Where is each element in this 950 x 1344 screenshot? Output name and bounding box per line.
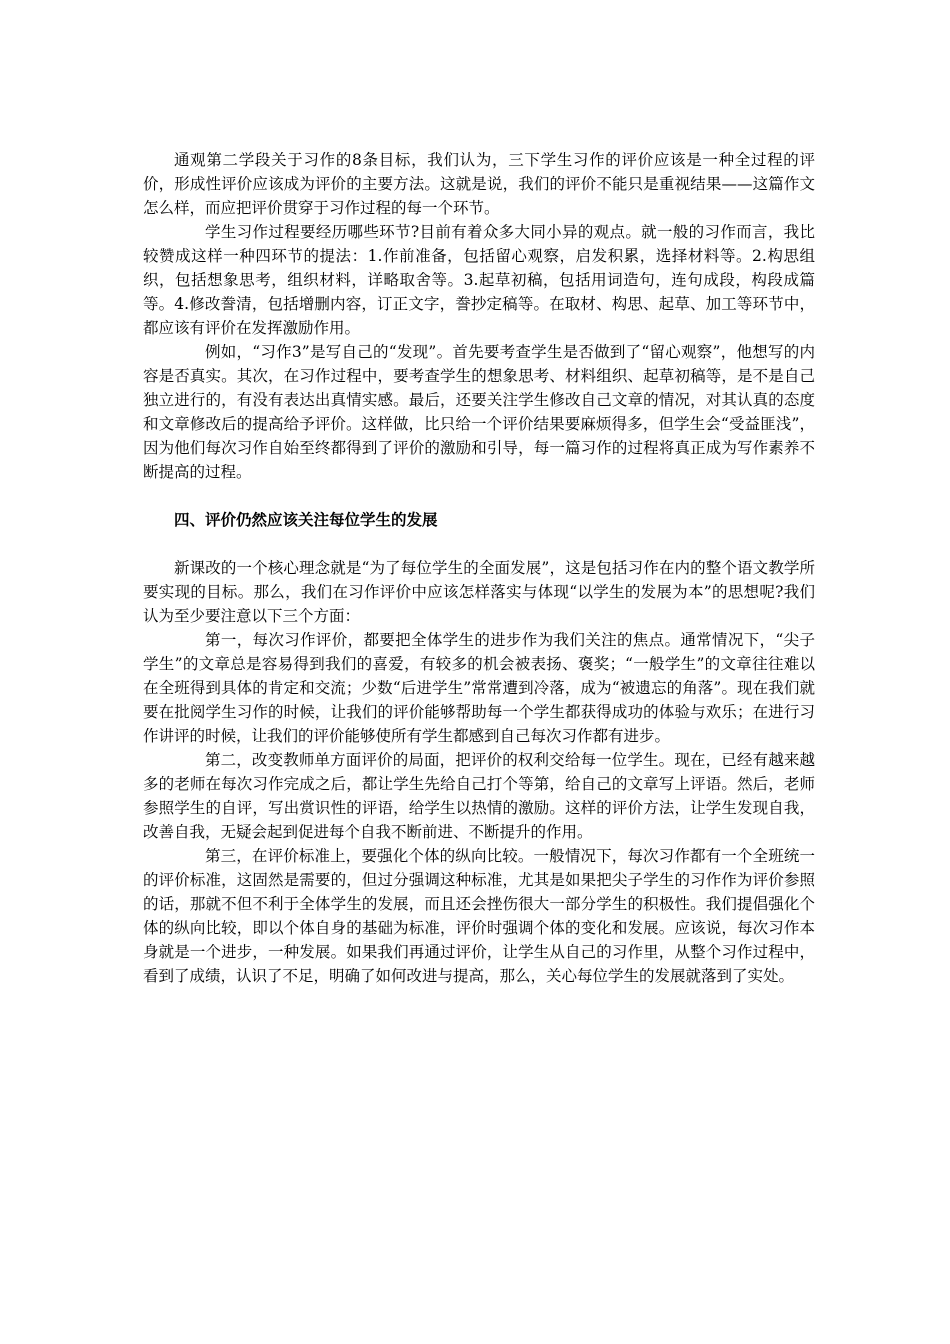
section-heading: 四、评价仍然应该关注每位学生的发展	[174, 511, 438, 529]
paragraph-overview: 通观第二学段关于习作的8条目标，我们认为，三下学生习作的评价应该是一种全过程的评价，形成性评价应该成为评价的主要方法。这就是说，我们的评价不能只是重视结果——这篇作文怎么样，而应把评价贯穿于习作过程的每一个环节。	[143, 151, 815, 217]
paragraph-third-point: 第三，在评价标准上，要强化个体的纵向比较。一般情况下，每次习作都有一个全班统一的评价标准，这固然是需要的，但过分强调这种标准，尤其是如果把尖子学生的习作作为评价参照的话，那就不但不利于全体学生的发展，而且还会挫伤很大一部分学生的积极性。我们提倡强化个体的纵向比较，即以个体自身的基础为标准，评价时强调个体的变化和发展。应该说，每次习作本身就是一个进步，一种发展。如果我们再通过评价，让学生从自己的习作里，从整个习作过程中，看到了成绩，认识了不足，明确了如何改进与提高，那么，关心每位学生的发展就落到了实处。	[143, 847, 815, 985]
paragraph-four-steps: 学生习作过程要经历哪些环节?目前有着众多大同小异的观点。就一般的习作而言，我比较赞成这样一种四环节的提法：1.作前准备，包括留心观察，启发积累，选择材料等。2.构思组织，包括想象思考，组织材料，详略取舍等。3.起草初稿，包括用词造句，连句成段，构段成篇等。4.修改誊清，包括增删内容，订正文字，誊抄定稿等。在取材、构思、起草、加工等环节中，都应该有评价在发挥激励作用。	[143, 223, 815, 337]
paragraph-second-point: 第二，改变教师单方面评价的局面，把评价的权利交给每一位学生。现在，已经有越来越多的老师在每次习作完成之后，都让学生先给自己打个等第，给自己的文章写上评语。然后，老师参照学生的自评，写出赏识性的评语，给学生以热情的激励。这样的评价方法，让学生发现自我，改善自我，无疑会起到促进每个自我不断前进、不断提升的作用。	[143, 751, 815, 841]
paragraph-first-point: 第一，每次习作评价，都要把全体学生的进步作为我们关注的焦点。通常情况下，“尖子学生”的文章总是容易得到我们的喜爱，有较多的机会被表扬、褒奖；“一般学生”的文章往往难以在全班得到具体的肯定和交流；少数“后进学生”常常遭到冷落，成为“被遗忘的角落”。现在我们就要在批阅学生习作的时候，让我们的评价能够帮助每一个学生都获得成功的体验与欢乐；在进行习作讲评的时候，让我们的评价能够使所有学生都感到自己每次习作都有进步。	[143, 631, 815, 745]
paragraph-example: 例如，“习作3”是写自己的“发现”。首先要考查学生是否做到了“留心观察”，他想写的内容是否真实。其次，在习作过程中，要考查学生的想象思考、材料组织、起草初稿等，是不是自己独立进行的，有没有表达出真情实感。最后，还要关注学生修改自己文章的情况，对其认真的态度和文章修改后的提高给予评价。这样做，比只给一个评价结果要麻烦得多，但学生会“受益匪浅”，因为他们每次习作自始至终都得到了评价的激励和引导，每一篇习作的过程将真正成为写作素养不断提高的过程。	[143, 343, 815, 481]
document-body	[143, 148, 815, 988]
paragraph-core-idea: 新课改的一个核心理念就是“为了每位学生的全面发展”，这是包括习作在内的整个语文教学所要实现的目标。那么，我们在习作评价中应该怎样落实与体现“以学生的发展为本”的思想呢?我们认为至少要注意以下三个方面：	[143, 559, 815, 625]
